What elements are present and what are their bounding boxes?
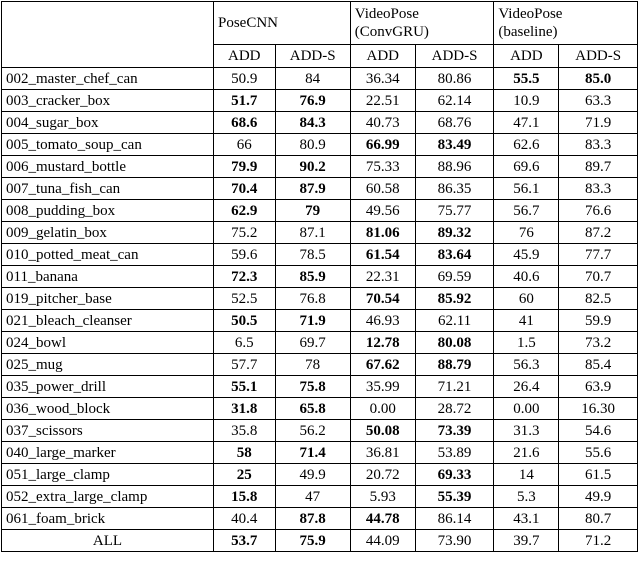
table-row: [2, 222, 638, 244]
value-cell: 69.59: [415, 266, 494, 288]
table-row: [2, 464, 638, 486]
value-cell: 71.9: [559, 112, 638, 134]
value-cell: 35.99: [350, 376, 415, 398]
value-cell: 80.86: [415, 68, 494, 90]
value-cell: 86.14: [415, 508, 494, 530]
value-cell: 36.81: [350, 442, 415, 464]
value-cell: 60.58: [350, 178, 415, 200]
value-cell: 16.30: [559, 398, 638, 420]
table-row: [2, 200, 638, 222]
value-cell: 10.9: [494, 90, 559, 112]
value-cell: 90.2: [275, 156, 350, 178]
value-cell: 68.76: [415, 112, 494, 134]
value-cell: 75.9: [275, 530, 350, 552]
value-cell: 83.3: [559, 178, 638, 200]
value-cell: 52.5: [214, 288, 276, 310]
value-cell: 69.6: [494, 156, 559, 178]
value-cell: 71.21: [415, 376, 494, 398]
value-cell: 22.31: [350, 266, 415, 288]
value-cell: 39.7: [494, 530, 559, 552]
value-cell: 46.93: [350, 310, 415, 332]
value-cell: 28.72: [415, 398, 494, 420]
value-cell: 70.4: [214, 178, 276, 200]
value-cell: 55.5: [494, 68, 559, 90]
value-cell: 75.2: [214, 222, 276, 244]
object-name-cell: 007_tuna_fish_can: [2, 178, 214, 200]
value-cell: 76.9: [275, 90, 350, 112]
value-cell: 14: [494, 464, 559, 486]
group-header-row: [2, 2, 638, 45]
value-cell: 63.3: [559, 90, 638, 112]
object-name-cell: 008_pudding_box: [2, 200, 214, 222]
value-cell: 84.3: [275, 112, 350, 134]
object-name-cell: 036_wood_block: [2, 398, 214, 420]
corner-cell: [2, 2, 214, 68]
object-name-cell: 025_mug: [2, 354, 214, 376]
value-cell: 73.2: [559, 332, 638, 354]
value-cell: 49.9: [559, 486, 638, 508]
value-cell: 12.78: [350, 332, 415, 354]
group-header-posecnn: PoseCNN: [214, 2, 351, 45]
table-row: [2, 112, 638, 134]
value-cell: 51.7: [214, 90, 276, 112]
table-row: [2, 354, 638, 376]
value-cell: 62.6: [494, 134, 559, 156]
value-cell: 79: [275, 200, 350, 222]
value-cell: 61.5: [559, 464, 638, 486]
value-cell: 5.3: [494, 486, 559, 508]
object-name-cell: 003_cracker_box: [2, 90, 214, 112]
object-name-cell: 005_tomato_soup_can: [2, 134, 214, 156]
value-cell: 5.93: [350, 486, 415, 508]
value-cell: 53.89: [415, 442, 494, 464]
value-cell: 56.7: [494, 200, 559, 222]
value-cell: 87.9: [275, 178, 350, 200]
table-row: [2, 376, 638, 398]
group-header-videopose-convgru: VideoPose (ConvGRU): [350, 2, 494, 45]
group-header-videopose-baseline: VideoPose (baseline): [494, 2, 638, 45]
value-cell: 63.9: [559, 376, 638, 398]
value-cell: 78: [275, 354, 350, 376]
value-cell: 89.7: [559, 156, 638, 178]
value-cell: 79.9: [214, 156, 276, 178]
value-cell: 89.32: [415, 222, 494, 244]
value-cell: 75.33: [350, 156, 415, 178]
object-name-cell: 061_foam_brick: [2, 508, 214, 530]
value-cell: 1.5: [494, 332, 559, 354]
value-cell: 83.49: [415, 134, 494, 156]
table-row: [2, 442, 638, 464]
value-cell: 65.8: [275, 398, 350, 420]
object-name-cell: ALL: [2, 530, 214, 552]
table-row: [2, 90, 638, 112]
table-row: [2, 288, 638, 310]
value-cell: 25: [214, 464, 276, 486]
value-cell: 31.8: [214, 398, 276, 420]
value-cell: 66.99: [350, 134, 415, 156]
value-cell: 50.5: [214, 310, 276, 332]
value-cell: 72.3: [214, 266, 276, 288]
metric-header: ADD: [214, 45, 276, 68]
value-cell: 21.6: [494, 442, 559, 464]
value-cell: 36.34: [350, 68, 415, 90]
value-cell: 80.08: [415, 332, 494, 354]
value-cell: 49.56: [350, 200, 415, 222]
table-row: [2, 244, 638, 266]
table-row: [2, 68, 638, 90]
value-cell: 59.9: [559, 310, 638, 332]
value-cell: 62.14: [415, 90, 494, 112]
table-row: [2, 508, 638, 530]
value-cell: 47: [275, 486, 350, 508]
value-cell: 85.92: [415, 288, 494, 310]
value-cell: 78.5: [275, 244, 350, 266]
table-row: [2, 178, 638, 200]
value-cell: 62.9: [214, 200, 276, 222]
value-cell: 71.9: [275, 310, 350, 332]
value-cell: 40.6: [494, 266, 559, 288]
object-name-cell: 052_extra_large_clamp: [2, 486, 214, 508]
value-cell: 85.9: [275, 266, 350, 288]
value-cell: 82.5: [559, 288, 638, 310]
value-cell: 22.51: [350, 90, 415, 112]
value-cell: 0.00: [350, 398, 415, 420]
value-cell: 40.73: [350, 112, 415, 134]
table-row: [2, 332, 638, 354]
table-row: [2, 398, 638, 420]
value-cell: 70.7: [559, 266, 638, 288]
value-cell: 61.54: [350, 244, 415, 266]
value-cell: 58: [214, 442, 276, 464]
value-cell: 49.9: [275, 464, 350, 486]
value-cell: 76: [494, 222, 559, 244]
object-name-cell: 002_master_chef_can: [2, 68, 214, 90]
object-name-cell: 006_mustard_bottle: [2, 156, 214, 178]
value-cell: 73.39: [415, 420, 494, 442]
table-row: [2, 266, 638, 288]
value-cell: 87.1: [275, 222, 350, 244]
value-cell: 55.6: [559, 442, 638, 464]
value-cell: 43.1: [494, 508, 559, 530]
metric-header: ADD-S: [275, 45, 350, 68]
object-name-cell: 040_large_marker: [2, 442, 214, 464]
value-cell: 75.77: [415, 200, 494, 222]
value-cell: 6.5: [214, 332, 276, 354]
value-cell: 66: [214, 134, 276, 156]
results-table: [1, 1, 638, 552]
value-cell: 31.3: [494, 420, 559, 442]
object-name-cell: 024_bowl: [2, 332, 214, 354]
value-cell: 56.1: [494, 178, 559, 200]
value-cell: 35.8: [214, 420, 276, 442]
value-cell: 68.6: [214, 112, 276, 134]
value-cell: 0.00: [494, 398, 559, 420]
value-cell: 60: [494, 288, 559, 310]
value-cell: 41: [494, 310, 559, 332]
value-cell: 77.7: [559, 244, 638, 266]
value-cell: 44.09: [350, 530, 415, 552]
table-body: [2, 68, 638, 552]
object-name-cell: 051_large_clamp: [2, 464, 214, 486]
value-cell: 80.7: [559, 508, 638, 530]
object-name-cell: 009_gelatin_box: [2, 222, 214, 244]
table-row: [2, 530, 638, 552]
object-name-cell: 037_scissors: [2, 420, 214, 442]
value-cell: 56.3: [494, 354, 559, 376]
metric-header: ADD: [494, 45, 559, 68]
value-cell: 57.7: [214, 354, 276, 376]
value-cell: 85.0: [559, 68, 638, 90]
table-row: [2, 420, 638, 442]
value-cell: 73.90: [415, 530, 494, 552]
value-cell: 75.8: [275, 376, 350, 398]
value-cell: 88.79: [415, 354, 494, 376]
value-cell: 20.72: [350, 464, 415, 486]
value-cell: 70.54: [350, 288, 415, 310]
value-cell: 55.1: [214, 376, 276, 398]
value-cell: 87.8: [275, 508, 350, 530]
value-cell: 15.8: [214, 486, 276, 508]
value-cell: 83.3: [559, 134, 638, 156]
value-cell: 71.4: [275, 442, 350, 464]
value-cell: 69.7: [275, 332, 350, 354]
value-cell: 69.33: [415, 464, 494, 486]
value-cell: 87.2: [559, 222, 638, 244]
value-cell: 84: [275, 68, 350, 90]
value-cell: 62.11: [415, 310, 494, 332]
table-row: [2, 156, 638, 178]
value-cell: 80.9: [275, 134, 350, 156]
value-cell: 44.78: [350, 508, 415, 530]
object-name-cell: 011_banana: [2, 266, 214, 288]
value-cell: 55.39: [415, 486, 494, 508]
object-name-cell: 004_sugar_box: [2, 112, 214, 134]
value-cell: 53.7: [214, 530, 276, 552]
value-cell: 26.4: [494, 376, 559, 398]
object-name-cell: 035_power_drill: [2, 376, 214, 398]
table-row: [2, 310, 638, 332]
object-name-cell: 021_bleach_cleanser: [2, 310, 214, 332]
value-cell: 56.2: [275, 420, 350, 442]
value-cell: 76.6: [559, 200, 638, 222]
value-cell: 40.4: [214, 508, 276, 530]
value-cell: 83.64: [415, 244, 494, 266]
table-row: [2, 486, 638, 508]
table-row: [2, 134, 638, 156]
value-cell: 47.1: [494, 112, 559, 134]
value-cell: 67.62: [350, 354, 415, 376]
value-cell: 81.06: [350, 222, 415, 244]
value-cell: 50.9: [214, 68, 276, 90]
value-cell: 50.08: [350, 420, 415, 442]
value-cell: 54.6: [559, 420, 638, 442]
value-cell: 76.8: [275, 288, 350, 310]
object-name-cell: 010_potted_meat_can: [2, 244, 214, 266]
object-name-cell: 019_pitcher_base: [2, 288, 214, 310]
value-cell: 71.2: [559, 530, 638, 552]
value-cell: 86.35: [415, 178, 494, 200]
metric-header: ADD-S: [559, 45, 638, 68]
value-cell: 88.96: [415, 156, 494, 178]
value-cell: 45.9: [494, 244, 559, 266]
metric-header: ADD-S: [415, 45, 494, 68]
value-cell: 59.6: [214, 244, 276, 266]
metric-header: ADD: [350, 45, 415, 68]
value-cell: 85.4: [559, 354, 638, 376]
